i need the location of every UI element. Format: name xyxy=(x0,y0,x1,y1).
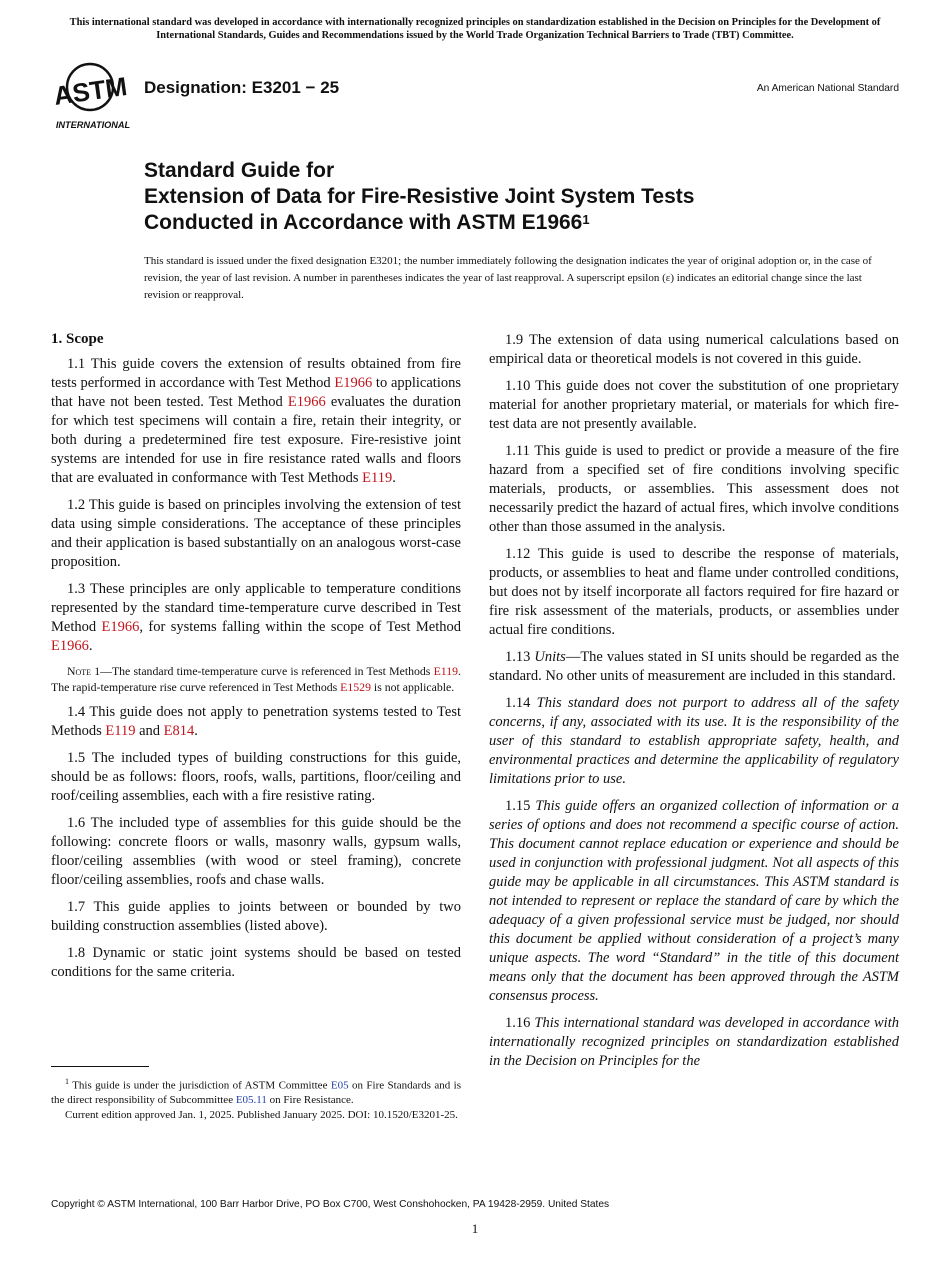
american-national-standard-label: An American National Standard xyxy=(756,83,899,94)
section-heading-scope: 1. Scope xyxy=(51,331,104,347)
right-column xyxy=(489,331,899,1079)
ref-link-e1966[interactable]: E1966 xyxy=(101,619,140,635)
paragraph-1-7: 1.7 This guide applies to joints between or bounded by two building construction assemblies (listed above). xyxy=(51,899,461,934)
paragraph-1-4: 1.4 This guide does not apply to penetration systems tested to Test Methods E119 and E814. xyxy=(51,704,461,739)
international-standard-notice: This international standard was developed in accordance with internationally recognized principles on standardization established in the Decision on Principles for the Development of International Standards, Guides and Recommendations issued by the World Trade Organization Technical Barriers to Trade (TBT) Committee. xyxy=(69,17,881,41)
ref-link-e119[interactable]: E119 xyxy=(433,664,459,678)
astm-logo xyxy=(52,56,134,132)
issuance-statement: This standard is issued under the fixed designation E3201; the number immediately following the designation indicates the year of original adoption or, in the case of revision, the year of last revision. A number in parentheses indicates the year of last reapproval. A superscript epsilon (ε) indicates an editorial change since the last revision or reapproval. xyxy=(144,255,872,301)
designation: Designation: E3201 − 25 xyxy=(144,78,340,97)
paragraph-1-13: 1.13 Units—The values stated in SI units should be regarded as the standard. No other units of measurement are included in this standard. xyxy=(489,649,899,684)
ref-link-e119[interactable]: E119 xyxy=(105,723,136,739)
copyright-line: Copyright © ASTM International, 100 Barr Harbor Drive, PO Box C700, West Conshohocken, PA 19428-2959. United States xyxy=(51,1199,610,1210)
paragraph-1-15: 1.15 This guide offers an organized collection of information or a series of options and does not recommend a specific course of action. This document cannot replace education or experience and should be used in conjunction with professional judgment. Not all aspects of this guide may be applicable in all circumstances. This ASTM standard is not intended to represent or replace the standard of care by which the adequacy of a given professional service must be judged, nor should this document be applied without consideration of a project’s many unique aspects. The word “Standard” in the title of this document means only that the document has been approved through the ASTM consensus process. xyxy=(489,798,899,1004)
svg-text:ASTM: ASTM xyxy=(52,70,129,111)
ref-link-e119[interactable]: E119 xyxy=(362,470,393,486)
footnote-divider xyxy=(51,1066,149,1067)
paragraph-1-12: 1.12 This guide is used to describe the response of materials, products, or assemblies to heat and flame under controlled conditions, but does not by itself incorporate all factors required for fire hazard or fire risk assessment of the materials, products, or assemblies under actual fire conditions. xyxy=(489,546,899,638)
paragraph-1-5: 1.5 The included types of building constructions for this guide, should be as follows: floors, roofs, walls, partitions, floor/ceiling and roof/ceiling assemblies, each with a fire resistive rating. xyxy=(51,750,461,804)
paragraph-1-10: 1.10 This guide does not cover the substitution of one proprietary material for another proprietary material, or materials for which fire-test data are not presently available. xyxy=(489,378,899,432)
title-line-1: Standard Guide for xyxy=(144,159,335,182)
page-number: 1 xyxy=(471,1221,479,1236)
paragraph-1-1: 1.1 This guide covers the extension of results obtained from fire tests performed in accordance with Test Method E1966 to applications that have not been tested. Test Method E1966 evaluates the duration for which test specimens will contain a fire, retain their integrity, or both during a predetermined fire test exposure. Fire-resistive joint systems are intended for use in fire resistance rated walls and floors that are evaluated in conformance with Test Methods E119. xyxy=(51,356,462,486)
footnote xyxy=(51,1075,461,1122)
ref-link-e1966[interactable]: E1966 xyxy=(51,638,89,654)
document-title xyxy=(144,158,844,236)
paragraph-1-2: 1.2 This guide is based on principles involving the extension of test data using simple considerations. The acceptance of these principles and their application is based substantially on an analogous worst-case proposition. xyxy=(51,497,461,570)
ref-link-e1529[interactable]: E1529 xyxy=(340,679,371,694)
footnote-jurisdiction: $^1$ This guide is under the jurisdiction of ASTM Committee E05 on Fire Standards and is the direct responsibility of Subcommittee E05.11 on Fire Resistance. xyxy=(51,1077,461,1107)
left-column xyxy=(51,330,461,990)
note-1: Note 1—The standard time-temperature curve is referenced in Test Methods E119. The rapid-temperature rise curve referenced in Test Methods E1529 is not applicable. xyxy=(51,664,461,694)
title-line-3: Conducted in Accordance with ASTM E1966$^1$ xyxy=(144,211,590,234)
ref-link-e1966[interactable]: E1966 xyxy=(334,375,373,391)
svg-text:INTERNATIONAL: INTERNATIONAL xyxy=(55,120,131,130)
ref-link-e1966[interactable]: E1966 xyxy=(287,394,326,410)
subcommittee-link-e05-11[interactable]: E05.11 xyxy=(235,1094,267,1107)
paragraph-1-16: 1.16 This international standard was developed in accordance with internationally recognized principles on standardization established in the Decision on Principles for the xyxy=(489,1015,899,1069)
paragraph-1-6: 1.6 The included type of assemblies for this guide should be the following: concrete floors or walls, masonry walls, gypsum walls, floor/ceiling assemblies (with wood or steel framing), concrete floor/ceiling assemblies, roofs and chase walls. xyxy=(51,815,461,888)
paragraph-1-9: 1.9 The extension of data using numerical calculations based on empirical data or theoretical models is not covered in this guide. xyxy=(489,332,899,367)
committee-link-e05[interactable]: E05 xyxy=(330,1079,349,1092)
title-footnote-mark: 1 xyxy=(582,212,590,227)
paragraph-1-14: 1.14 This standard does not purport to address all of the safety concerns, if any, associated with its use. It is the responsibility of the user of this standard to establish appropriate safety, health, and environmental practices and determine the applicability of regulatory limitations prior to use. xyxy=(489,695,899,787)
ref-link-e814[interactable]: E814 xyxy=(163,723,195,739)
paragraph-1-8: 1.8 Dynamic or static joint systems should be based on tested conditions for the same criteria. xyxy=(51,945,461,980)
title-line-2: Extension of Data for Fire-Resistive Joint System Tests xyxy=(144,185,695,208)
footnote-edition: Current edition approved Jan. 1, 2025. Published January 2025. DOI: 10.1520/E3201-25. xyxy=(65,1108,458,1121)
paragraph-1-11: 1.11 This guide is used to predict or provide a measure of the fire hazard from a specified set of fire conditions involving specific materials, products, or assemblies. This assessment does not necessarily predict the hazard of actual fires, which involve conditions other than those assumed in the analysis. xyxy=(489,443,899,535)
paragraph-1-3: 1.3 These principles are only applicable to temperature conditions represented by the standard time-temperature curve described in Test Method E1966, for systems falling within the scope of Test Method E1966. xyxy=(51,581,461,654)
